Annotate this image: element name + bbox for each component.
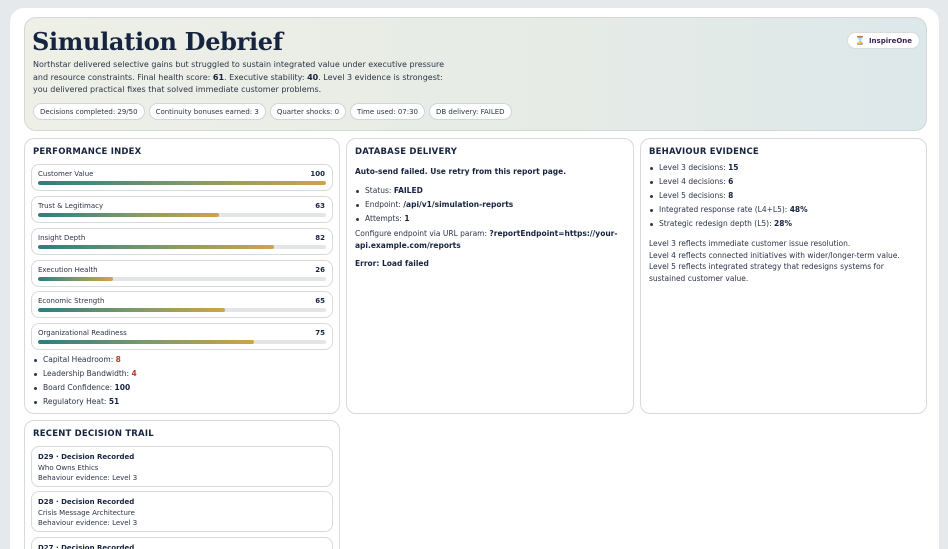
metric-value: 63 (315, 202, 325, 210)
evidence-label: Level 3 decisions: (659, 163, 729, 172)
brand-name: InspireOne (868, 36, 912, 45)
evidence-list (649, 161, 808, 231)
metric-label: Organizational Readiness (38, 329, 127, 337)
health-score: 61 (212, 72, 225, 82)
note-level-3: Level 3 reflects immediate customer issue resolution. (649, 239, 851, 248)
summary-text-3: . Level 3 evidence is strongest: you delivered practical fixes that solved immediate customer problems. (33, 72, 443, 94)
evidence-value: 48% (789, 205, 808, 214)
evidence-label: Level 4 decisions: (659, 177, 729, 186)
metric-organizational-readiness (31, 323, 333, 350)
summary-text-1: Northstar delivered selective gains but struggled to sustain integrated value under executive pressure and resource constraints. Final health score: (33, 60, 445, 82)
hourglass-icon: ⌛ (854, 36, 865, 45)
evidence-label: Level 5 decisions: (659, 191, 729, 200)
resource-label: Capital Headroom: (43, 355, 116, 364)
trail-item (31, 537, 333, 549)
resource-label: Board Confidence: (43, 383, 115, 392)
level-explanations (649, 238, 919, 284)
metric-label: Economic Strength (38, 297, 105, 305)
delivery-details (355, 184, 513, 226)
database-delivery-card (346, 138, 634, 414)
metric-value: 26 (315, 266, 325, 274)
metric-fill (38, 181, 326, 185)
metric-fill (38, 340, 254, 344)
resource-value: 51 (108, 397, 120, 406)
evidence-level-5 (649, 189, 808, 203)
trail-item-title: D28 · Decision Recorded (38, 498, 135, 506)
metric-label: Customer Value (38, 170, 94, 178)
trail-title: RECENT DECISION TRAIL (33, 429, 154, 439)
resource-board-confidence (33, 381, 137, 395)
metric-track (38, 277, 326, 281)
chip-shocks: Quarter shocks: 0 (270, 103, 346, 120)
evidence-label: Strategic redesign depth (L5): (659, 219, 775, 228)
trail-item-evidence: Behaviour evidence: Level 3 (38, 474, 138, 482)
metric-label: Trust & Legitimacy (38, 202, 104, 210)
performance-title: PERFORMANCE INDEX (33, 147, 142, 157)
evidence-value: 6 (728, 177, 734, 186)
resource-value: 8 (115, 355, 121, 364)
metric-track (38, 308, 326, 312)
detail-label: Endpoint: (365, 200, 404, 209)
note-level-5: Level 5 reflects integrated strategy that redesigns systems for sustained customer value. (649, 262, 884, 283)
trail-item (31, 446, 333, 487)
hero-summary (33, 59, 453, 97)
evidence-label: Integrated response rate (L4+L5): (659, 205, 790, 214)
metric-value: 82 (315, 234, 325, 242)
metric-value: 65 (315, 297, 325, 305)
delivery-attempts (355, 212, 513, 226)
metric-fill (38, 277, 113, 281)
summary-text-2: . Executive stability: (224, 72, 308, 82)
resource-value: 4 (131, 369, 137, 378)
delivery-endpoint (355, 198, 513, 212)
trail-item (31, 491, 333, 532)
note-level-4: Level 4 reflects connected initiatives with wider/longer-term value. (649, 250, 900, 260)
metric-track (38, 181, 326, 185)
page-title: Simulation Debrief (32, 27, 283, 56)
metric-fill (38, 213, 219, 217)
auto-send-status: Auto-send failed. Use retry from this report page. (355, 167, 567, 176)
chip-db-delivery: DB delivery: FAILED (429, 103, 512, 120)
metric-track (38, 340, 326, 344)
trail-item-title: D29 · Decision Recorded (38, 453, 135, 461)
delivery-status (355, 184, 513, 198)
metric-track (38, 245, 326, 249)
detail-value: /api/v1/simulation-reports (403, 200, 514, 209)
trail-item-name: Who Owns Ethics (38, 463, 99, 472)
evidence-integrated-rate (649, 203, 808, 217)
evidence-value: 28% (774, 219, 792, 228)
metric-label: Execution Health (38, 266, 98, 274)
config-value: ?reportEndpoint=https://your-api.example.com/reports (355, 229, 618, 250)
resource-capital-headroom (33, 353, 137, 367)
evidence-redesign-depth (649, 217, 808, 231)
resource-list (33, 353, 137, 409)
stat-chips (33, 103, 512, 120)
metric-label: Insight Depth (38, 234, 86, 242)
config-label: Configure endpoint via URL param: (355, 229, 490, 238)
chip-time: Time used: 07:30 (350, 103, 425, 120)
metric-trust-legitimacy (31, 196, 333, 223)
endpoint-config-hint (355, 228, 625, 252)
metric-economic-strength (31, 291, 333, 318)
trail-item-title: D27 · Decision Recorded (38, 544, 135, 549)
behaviour-evidence-card (640, 138, 927, 414)
metric-customer-value (31, 164, 333, 191)
executive-stability: 40 (307, 72, 319, 82)
trail-item-name: Crisis Message Architecture (38, 508, 135, 517)
metric-execution-health (31, 260, 333, 287)
detail-label: Attempts: (365, 214, 405, 223)
trail-item-evidence: Behaviour evidence: Level 3 (38, 519, 138, 527)
evidence-level-4 (649, 175, 808, 189)
metric-value: 100 (310, 170, 325, 178)
detail-label: Status: (365, 186, 394, 195)
metric-track (38, 213, 326, 217)
behaviour-title: BEHAVIOUR EVIDENCE (649, 147, 759, 157)
error-message: Error: Load failed (355, 259, 429, 268)
decision-trail-card (24, 420, 340, 549)
metric-fill (38, 308, 225, 312)
evidence-level-3 (649, 161, 808, 175)
evidence-value: 8 (728, 191, 734, 200)
metric-value: 75 (315, 329, 325, 337)
chip-continuity: Continuity bonuses earned: 3 (149, 103, 266, 120)
metric-fill (38, 245, 274, 249)
chip-decisions: Decisions completed: 29/50 (33, 103, 145, 120)
detail-value: 1 (404, 214, 410, 223)
resource-regulatory-heat (33, 395, 137, 409)
resource-value: 100 (114, 383, 131, 392)
database-title: DATABASE DELIVERY (355, 147, 458, 157)
resource-label: Leadership Bandwidth: (43, 369, 132, 378)
brand-badge (847, 32, 920, 49)
metric-insight-depth (31, 228, 333, 255)
performance-index-card (24, 138, 340, 414)
detail-value: FAILED (393, 186, 423, 195)
evidence-value: 15 (728, 163, 739, 172)
resource-label: Regulatory Heat: (43, 397, 109, 406)
resource-leadership-bandwidth (33, 367, 137, 381)
